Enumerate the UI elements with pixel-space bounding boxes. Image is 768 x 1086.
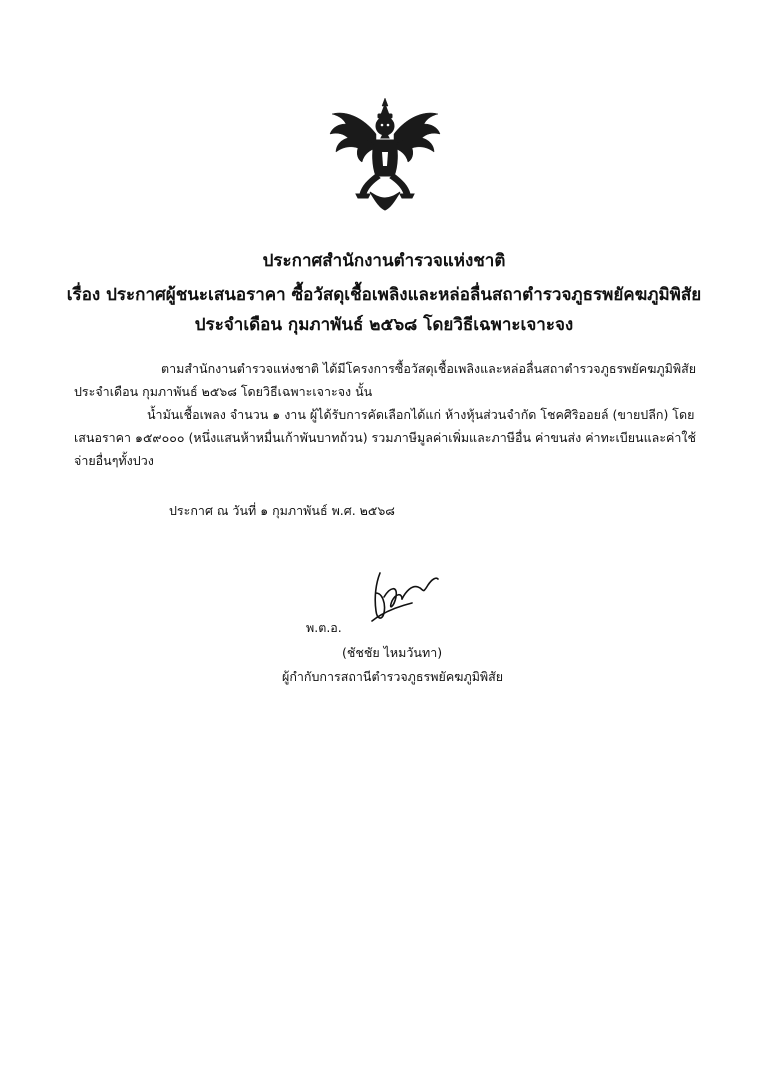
body-paragraph-2-line-2: เสนอราคา ๑๕๙๐๐๐ (หนึ่งแสนห้าหมื่นเก้าพันบาทถ้วน) รวมภาษีมูลค่าเพิ่มและภาษีอื่น ค่าขนส่ง ค่าทะเบียนและค่าใช้ bbox=[74, 430, 696, 445]
signer-position: ผู้กำกับการสถานีตำรวจภูธรพยัคฆภูมิพิสัย bbox=[282, 669, 504, 684]
body-paragraph-2-line-1: น้ำมันเชื้อเพลง จำนวน ๑ งาน ผู้ได้รับการคัดเลือกได้แก่ ห้างหุ้นส่วนจำกัด โชคศิริออยล์ (ขายปลีก) โดย bbox=[147, 407, 695, 422]
garuda-emblem-icon bbox=[326, 96, 444, 212]
announcement-subject: เรื่อง ประกาศผู้ชนะเสนอราคา ซื้อวัสดุเชื้อเพลิงและหล่อลื่นสถาตำรวจภูธรพยัคฆภูมิพิสัย bbox=[66, 285, 702, 305]
signer-rank: พ.ต.อ. bbox=[306, 620, 342, 635]
announcement-date: ประกาศ ณ วันที่ ๑ กุมภาพันธ์ พ.ศ. ๒๕๖๘ bbox=[169, 503, 395, 518]
body-paragraph-2-line-3: จ่ายอื่นๆทั้งปวง bbox=[74, 453, 154, 468]
body-paragraph-1-line-1: ตามสำนักงานตำรวจแห่งชาติ ได้มีโครงการซื้อวัสดุเชื้อเพลิงและหล่อลื่นสถาตำรวจภูธรพยัคฆภูมิพิสัย bbox=[161, 361, 697, 376]
announcement-period: ประจำเดือน กุมภาพันธ์ ๒๕๖๘ โดยวิธีเฉพาะเจาะจง bbox=[194, 315, 574, 335]
announcement-title: ประกาศสำนักงานตำรวจแห่งชาติ bbox=[262, 251, 506, 271]
signature-icon bbox=[362, 563, 440, 631]
body-paragraph-1-line-2: ประจำเดือน กุมภาพันธ์ ๒๕๖๘ โดยวิธีเฉพาะเจาะจง นั้น bbox=[74, 384, 373, 399]
signer-name: (ชัชชัย ไหมวันทา) bbox=[342, 645, 443, 660]
